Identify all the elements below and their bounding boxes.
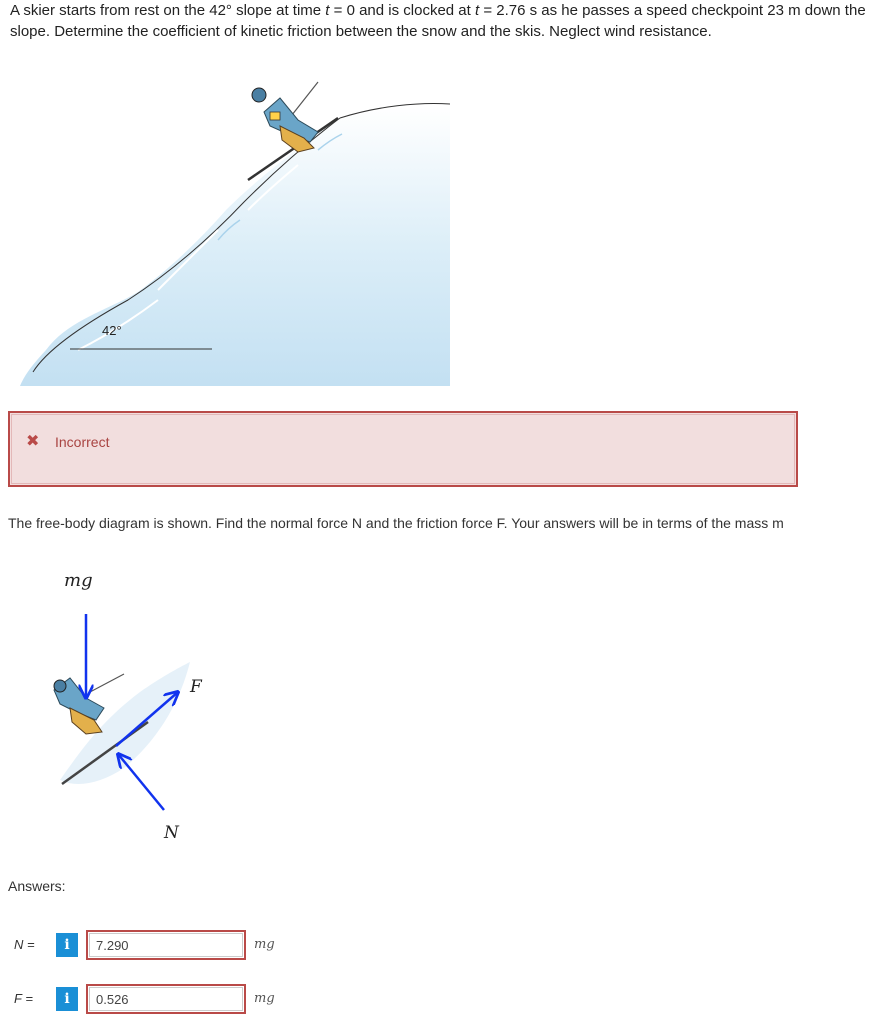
- close-icon: ✖: [26, 433, 40, 450]
- answer-label-normal: N =: [14, 937, 35, 952]
- weight-label: mg: [64, 570, 93, 591]
- problem-var-t1: t: [325, 2, 330, 19]
- snow-slope: [20, 107, 450, 387]
- slope-figure: [18, 60, 458, 390]
- normal-force-input[interactable]: [86, 930, 246, 960]
- problem-statement: [10, 0, 885, 42]
- normal-label: N: [164, 823, 179, 843]
- answer-row-friction: [8, 984, 308, 1014]
- problem-text-2: = 0 and is clocked at: [329, 2, 475, 19]
- angle-label: 42°: [102, 323, 122, 338]
- free-body-diagram: [40, 562, 280, 852]
- answer-unit-normal: mg: [254, 937, 275, 952]
- answers-heading: Answers:: [8, 878, 66, 894]
- info-icon[interactable]: i: [56, 987, 78, 1011]
- normal-force-arrow: [118, 754, 164, 810]
- fbd-instruction: The free-body diagram is shown. Find the normal force N and the friction force F. Your answers will be in terms of the mass m: [8, 515, 784, 531]
- problem-text-1: A skier starts from rest on the 42° slope at time: [10, 2, 326, 19]
- answer-unit-friction: mg: [254, 991, 275, 1006]
- answer-row-normal: [8, 930, 308, 960]
- answer-label-friction: F =: [14, 991, 33, 1006]
- friction-force-input[interactable]: [86, 984, 246, 1014]
- problem-var-t2: t: [474, 2, 480, 19]
- feedback-alert: [8, 411, 798, 487]
- info-icon[interactable]: i: [56, 933, 78, 957]
- friction-label: F: [190, 677, 202, 697]
- problem-text-3: = 2.76 s as he passes a speed checkpoint 23 m down the slope. Determine the coefficient of kinetic friction between the snow and the skis. Neglect wind resistance.: [10, 2, 866, 40]
- feedback-status: Incorrect: [55, 434, 110, 450]
